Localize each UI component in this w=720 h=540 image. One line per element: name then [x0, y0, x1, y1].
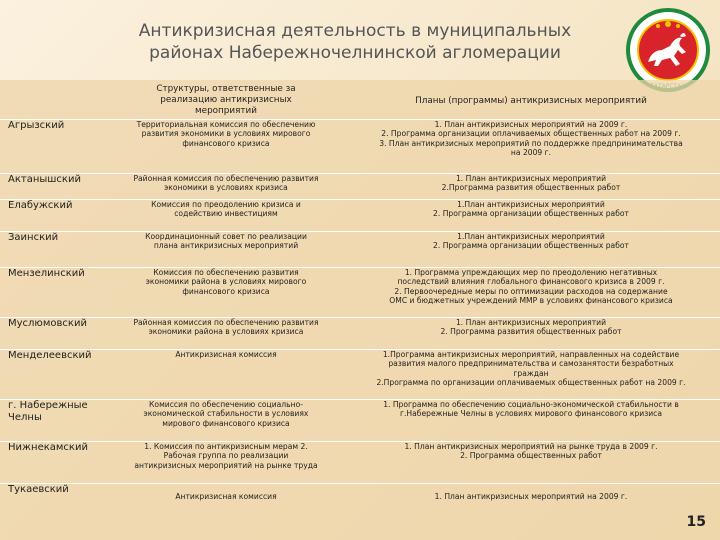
- plan-line: 3. План антикризисных мероприятий по поддержке предпринимательства: [379, 138, 683, 148]
- plan-line: на 2009 г.: [510, 147, 552, 157]
- plan-line: 1. План антикризисных мероприятий на рынке труда в 2009 г.: [404, 442, 658, 451]
- plan-line: 2. Программа организации общественных работ: [433, 209, 629, 219]
- plan-line: 2.Программа развития общественных работ: [441, 183, 621, 193]
- title-line-1: Антикризисная деятельность в муниципальных: [138, 21, 572, 41]
- table-row: [0, 232, 720, 268]
- plan-line: 1. План антикризисных мероприятий: [455, 174, 607, 183]
- structure-line: Антикризисная комиссия: [175, 350, 277, 359]
- structure-line: Районная комиссия по обеспечению развития: [133, 318, 319, 327]
- district-name: Актанышский: [8, 174, 81, 185]
- plans-cell: [342, 350, 720, 400]
- plan-line: 1.План антикризисных мероприятий: [457, 232, 605, 241]
- plan-line: 1. Программа по обеспечению социально-экономической стабильности в: [383, 400, 679, 409]
- structure-line: развития экономики в условиях мирового: [141, 129, 311, 139]
- structure-line: содействию инвестициям: [174, 209, 278, 219]
- anticrisis-table: [0, 80, 720, 514]
- plan-line: 2.Программа по организации оплачиваемых общественных работ на 2009 г.: [376, 377, 686, 387]
- district-name: Менделеевский: [8, 350, 92, 361]
- structure-cell: [110, 120, 342, 174]
- table-header-row: [0, 80, 720, 120]
- structure-cell: [110, 442, 342, 484]
- plan-line: 2. Программа развития общественных работ: [440, 327, 622, 337]
- plan-line: 1. План антикризисных мероприятий: [455, 318, 607, 327]
- plans-cell: [342, 174, 720, 200]
- structure-line: экономической стабильности в условиях: [143, 409, 309, 419]
- structure-line: Комиссия по преодолению кризиса и: [151, 200, 301, 209]
- table-row: [0, 200, 720, 232]
- plan-line: 2. Программа организации оплачиваемых общественных работ на 2009 г.: [381, 129, 681, 139]
- structure-line: Комиссия по обеспечению развития: [153, 268, 299, 277]
- header-structures: [110, 80, 342, 120]
- slide-title: [95, 20, 615, 64]
- district-name: Муслюмовский: [8, 318, 87, 329]
- table-row: [0, 318, 720, 350]
- table-row: [0, 120, 720, 174]
- plans-cell: [342, 484, 720, 514]
- structure-line: Комиссия по обеспечению социально-: [149, 400, 303, 409]
- plan-line: 2. Программа общественных работ: [460, 451, 602, 461]
- plans-cell: [342, 318, 720, 350]
- structure-cell: [110, 268, 342, 318]
- page-number: 15: [686, 514, 706, 530]
- structure-line: антикризисных мероприятий на рынке труда: [134, 460, 318, 470]
- structure-line: финансового кризиса: [182, 286, 270, 296]
- district-name: Нижнекамский: [8, 442, 88, 453]
- plan-line: граждан: [513, 368, 549, 378]
- structure-cell: [110, 318, 342, 350]
- table-row: [0, 442, 720, 484]
- structure-line: мирового финансового кризиса: [162, 418, 290, 428]
- structure-line: плана антикризисных мероприятий: [153, 241, 299, 251]
- structure-line: Рабочая группа по реализации: [163, 451, 289, 461]
- structure-line: Координационный совет по реализации: [145, 232, 307, 241]
- plans-cell: [342, 232, 720, 268]
- table-row: [0, 484, 720, 514]
- header-structures-line: мероприятий: [195, 106, 257, 116]
- structure-line: финансового кризиса: [182, 138, 270, 148]
- plan-line: последствий влияния глобального финансового кризиса в 2009 г.: [397, 277, 665, 287]
- title-line-2: районах Набережночелнинской агломерации: [149, 43, 561, 63]
- plans-cell: [342, 200, 720, 232]
- plan-line: 1. Программа упреждающих мер по преодолению негативных: [404, 268, 658, 277]
- plan-line: 1.План антикризисных мероприятий: [457, 200, 605, 209]
- header-structures-line: реализацию антикризисных: [160, 95, 292, 105]
- district-name: Елабужский: [8, 200, 73, 211]
- plans-cell: [342, 268, 720, 318]
- district-name: Тукаевский: [8, 484, 69, 495]
- district-name: Агрызский: [8, 120, 65, 131]
- district-name: г. Набережные Челны: [8, 400, 88, 423]
- structure-line: экономики в условиях кризиса: [164, 183, 288, 193]
- district-name: Заинский: [8, 232, 59, 243]
- header-structures-line: Структуры, ответственные за: [156, 84, 296, 94]
- plans-table-container: [0, 80, 720, 540]
- plan-line: г.Набережные Челны в условиях мирового финансового кризиса: [400, 409, 662, 419]
- table-row: [0, 268, 720, 318]
- structure-line: Антикризисная комиссия: [175, 492, 277, 501]
- structure-cell: [110, 174, 342, 200]
- structure-cell: [110, 400, 342, 442]
- district-name: Мензелинский: [8, 268, 85, 279]
- header-plans-label: Планы (программы) антикризисных мероприятий: [415, 96, 647, 106]
- plan-line: ОМС и бюджетных учреждений ММР в условиях финансового кризиса: [389, 295, 673, 305]
- structure-cell: [110, 484, 342, 514]
- plan-line: развития малого предпринимательства и самозанятости безработных: [388, 359, 674, 369]
- structure-cell: [110, 200, 342, 232]
- structure-line: 1. Комиссия по антикризисным мерам 2.: [144, 442, 308, 451]
- structure-line: экономики района в условиях кризиса: [148, 327, 304, 337]
- plan-line: 1.Программа антикризисных мероприятий, направленных на содействие: [382, 350, 680, 359]
- plans-cell: [342, 400, 720, 442]
- table-row: [0, 350, 720, 400]
- table-row: [0, 174, 720, 200]
- structure-line: Районная комиссия по обеспечению развития: [133, 174, 319, 183]
- plan-line: 1. План антикризисных мероприятий на 2009 г.: [434, 120, 628, 129]
- structure-line: Территориальная комиссия по обеспечению: [136, 120, 316, 129]
- plan-line: 1. План антикризисных мероприятий на 2009 г.: [434, 492, 628, 501]
- structure-cell: [110, 232, 342, 268]
- plan-line: 2. Программа организации общественных работ: [433, 241, 629, 251]
- structure-line: экономики района в условиях мирового: [145, 277, 307, 287]
- table-row: [0, 400, 720, 442]
- plans-cell: [342, 120, 720, 174]
- plan-line: 2. Первоочередные меры по оптимизации расходов на содержание: [394, 286, 668, 296]
- header-district: [0, 80, 110, 120]
- header-plans: [342, 80, 720, 120]
- plans-cell: [342, 442, 720, 484]
- structure-cell: [110, 350, 342, 400]
